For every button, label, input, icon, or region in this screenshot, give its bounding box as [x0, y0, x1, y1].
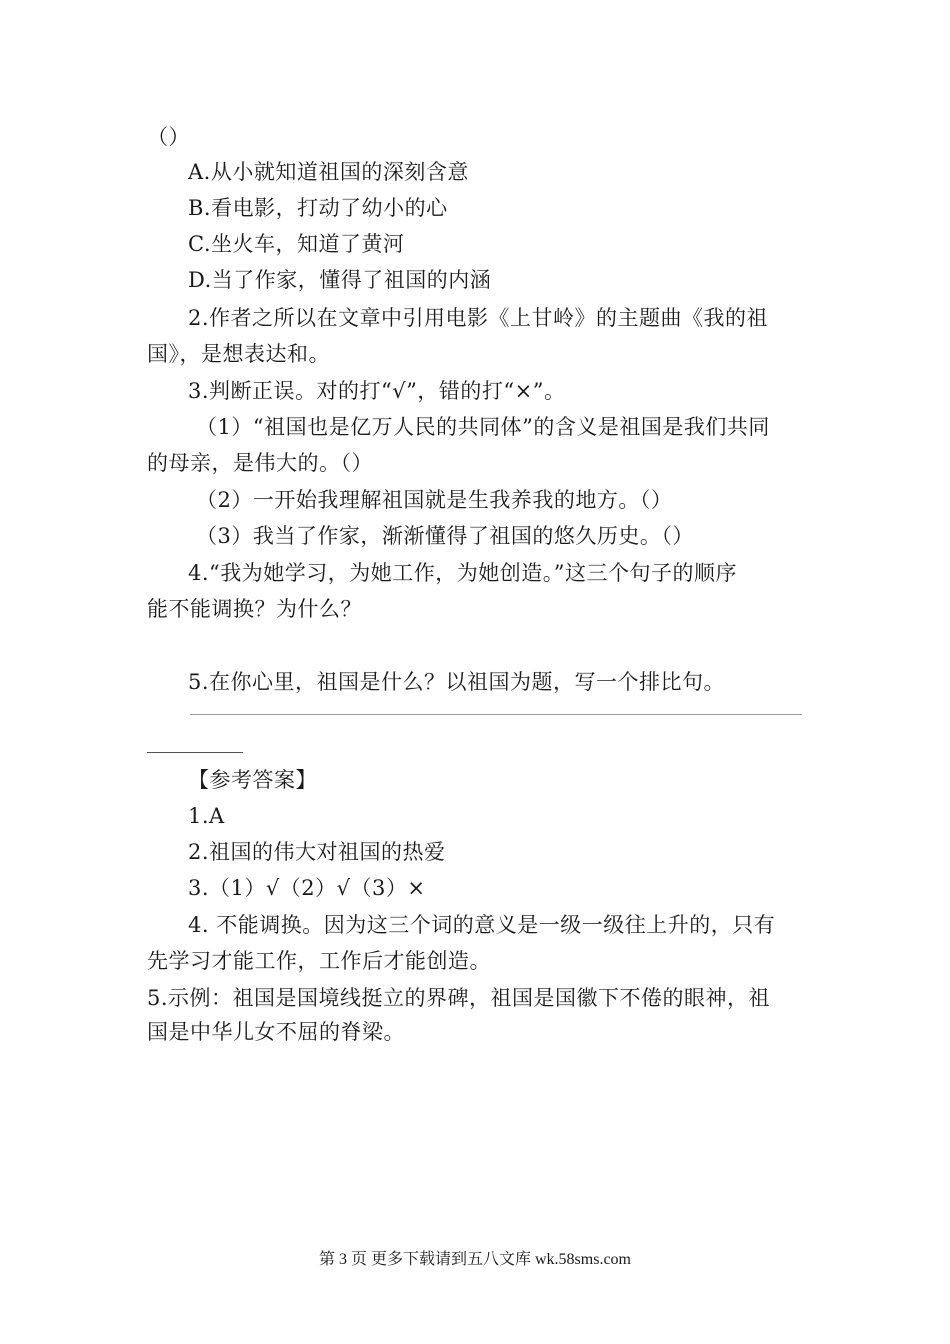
q4-text-line1: 4.“我为她学习，为她工作，为她创造。”这三个句子的顺序: [188, 561, 738, 585]
q3-item3: （3）我当了作家，渐渐懂得了祖国的悠久历史。（）: [196, 524, 694, 548]
answer-3: 3.（1）√（2）√（3）×: [188, 876, 426, 900]
answer-4-line1: 4. 不能调换。因为这三个词的意义是一级一级往上升的，只有: [188, 913, 776, 937]
answers-heading: 【参考答案】: [188, 768, 317, 792]
answer-2: 2.祖国的伟大对祖国的热爱: [188, 840, 446, 864]
answer-4-line2: 先学习才能工作，工作后才能创造。: [147, 949, 491, 973]
q5-text: 5.在你心里，祖国是什么？以祖国为题，写一个排比句。: [188, 670, 726, 694]
q5-answer-line-end: [147, 752, 243, 753]
q4-text-line2: 能不能调换？为什么？: [147, 597, 362, 621]
q3-item1-line2: 的母亲，是伟大的。（）: [147, 451, 373, 475]
q1-answer-blank: （）: [147, 125, 190, 149]
q1-option-c: C.坐火车，知道了黄河: [188, 232, 405, 256]
answer-5-line1: 5.示例：祖国是国境线挺立的界碑，祖国是国徽下不倦的眼神，祖: [147, 986, 771, 1010]
q2-text-line1: 2.作者之所以在文章中引用电影《上甘岭》的主题曲《我的祖: [188, 306, 769, 330]
q1-option-b: B.看电影，打动了幼小的心: [188, 196, 448, 220]
q1-option-d: D.当了作家，懂得了祖国的内涵: [188, 268, 492, 292]
q3-title: 3.判断正误。对的打“√”，错的打“×”。: [188, 379, 566, 403]
answer-1: 1.A: [188, 804, 225, 828]
q3-item2: （2）一开始我理解祖国就是生我养我的地方。（）: [196, 488, 673, 512]
q1-option-a: A.从小就知道祖国的深刻含意: [188, 160, 469, 184]
answer-5-line2: 国是中华儿女不屈的脊梁。: [147, 1020, 405, 1044]
page-footer: 第 3 页 更多下载请到五八文库 wk.58sms.com: [318, 1251, 631, 1268]
q3-item1-line1: （1）“祖国也是亿万人民的共同体”的含义是祖国是我们共同: [196, 415, 770, 439]
q2-text-line2: 国》，是想表达和。: [147, 342, 330, 366]
q5-answer-line: [190, 714, 802, 715]
